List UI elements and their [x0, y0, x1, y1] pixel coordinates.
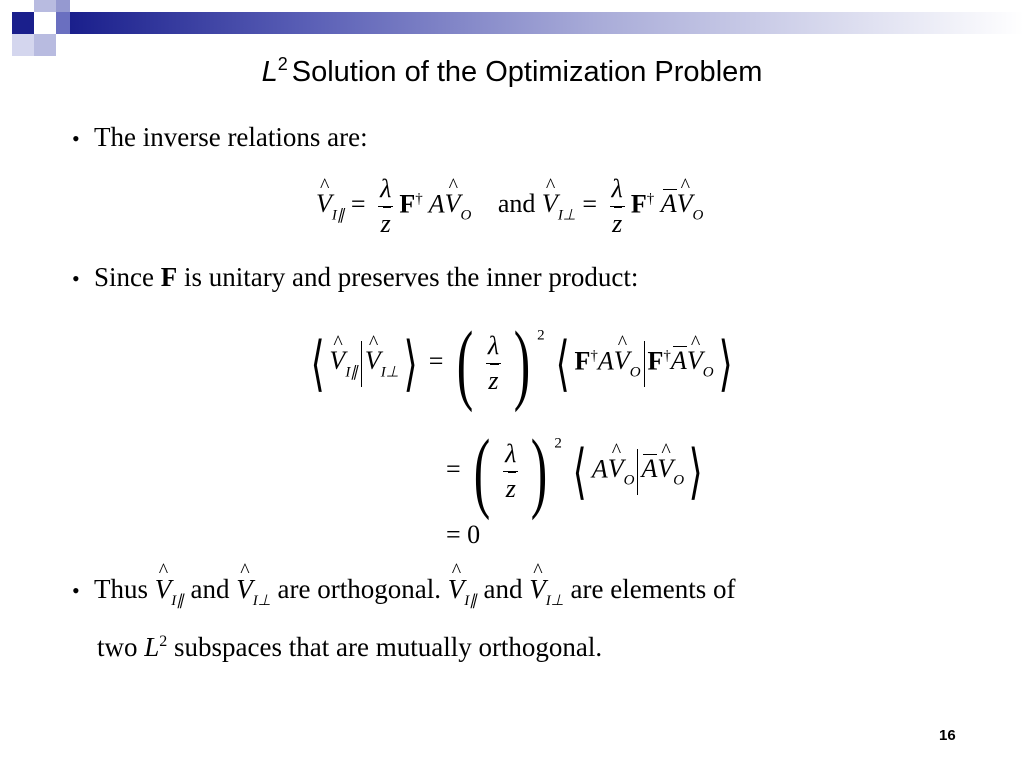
page-number: 16 — [939, 727, 956, 744]
bullet-inverse-relations — [72, 122, 368, 153]
deco-square — [56, 12, 70, 34]
deco-square — [56, 0, 70, 12]
deco-square — [12, 12, 34, 34]
bullet-dot-icon: • — [72, 126, 80, 151]
deco-square — [34, 0, 56, 12]
header-gradient-bar — [70, 12, 1024, 34]
title-superscript: 2 — [277, 54, 288, 74]
equation-equals-zero: = 0 — [446, 520, 481, 549]
title-text: Solution of the Optimization Problem — [291, 56, 763, 88]
deco-square — [34, 34, 56, 56]
bullet-unitary: • Since F is unitary and preserves the inner product: — [72, 262, 639, 292]
bullet-orthogonal: • Thus ^ $V_{I\parallel}$ and ^ $V_{I\perp}$ are orthogonal. ^ $V_{I\parallel}$ and ^ $V_{I\perp}$ are elements of — [72, 574, 735, 610]
bullet-dot-icon: • — [72, 266, 80, 291]
bullet-orthogonal-continued: two $L^2$ subspaces that are mutually orthogonal. — [97, 632, 603, 662]
bold-F: F — [160, 262, 178, 292]
title-italic-L: L — [261, 56, 278, 88]
equation-inner-product-2: = ( $\frac{\lambda}{z}$ ) $^2$ ⟨ A^ $V_O$ A^ $V_O⟩$ — [446, 420, 708, 523]
bullet-text: The inverse relations are: — [94, 122, 368, 152]
deco-square — [12, 34, 34, 56]
equation-inverse-relations: ^ $V_{I\parallel}$ = $\frac{\lambda}{z}$ F† A^ $V_O$ and ^ $V_{I\perp}$ = $\frac{\lambda}{z}$ F† A^ $V_O$ — [316, 172, 703, 241]
slide-title — [0, 54, 1024, 89]
equation-inner-product-1: ⟨^ $V_{I\parallel}\^{}$ $V_{I\perp}⟩$ = ( $\frac{\lambda}{z}$ ) $^2$ ⟨ F†A^ $V_O$ F†A^ $V_O⟩$ — [306, 312, 737, 415]
bullet-dot-icon: • — [72, 578, 80, 603]
